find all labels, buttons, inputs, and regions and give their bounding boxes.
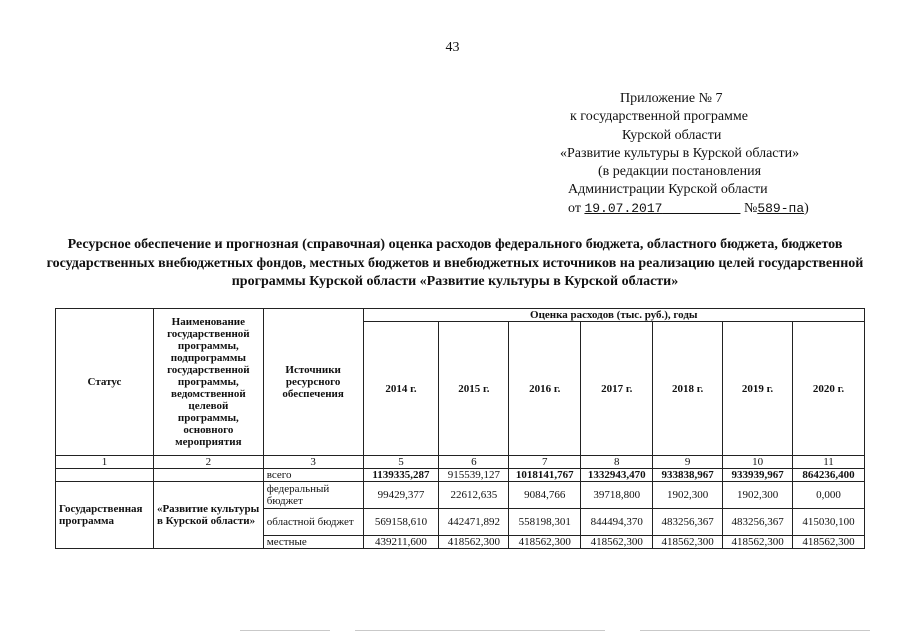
column-number-row <box>56 456 865 469</box>
status-cell-top <box>56 469 154 482</box>
scan-artifact <box>240 630 330 631</box>
value-cell: 1139335,287 <box>363 469 439 482</box>
value-cell: 442471,892 <box>439 509 509 536</box>
header-year: 2016 г. <box>509 322 581 456</box>
header-year: 2017 г. <box>581 322 653 456</box>
document-title: Ресурсное обеспечение и прогнозная (справочная) оценка расходов федерального бюджета, областного бюджета, бюджетов государственных внебюджетных фондов, местных бюджетов и внебюджетных источников на реализацию целей государственной программы Курской области «Развитие культуры в Курской области» <box>46 237 864 289</box>
header-year: 2019 г. <box>723 322 793 456</box>
column-number: 9 <box>653 456 723 469</box>
appendix-line: Администрации Курской области <box>568 182 768 198</box>
appendix-header <box>560 90 830 218</box>
value-cell: 418562,300 <box>439 536 509 549</box>
column-number: 6 <box>439 456 509 469</box>
source-cell: областной бюджет <box>263 509 363 536</box>
resolution-date: 19.07.2017 <box>584 200 663 216</box>
value-cell: 418562,300 <box>581 536 653 549</box>
table-row <box>56 469 865 482</box>
table-row <box>56 482 865 509</box>
value-cell: 844494,370 <box>581 509 653 536</box>
header-status: Статус <box>56 309 154 456</box>
header-year: 2018 г. <box>653 322 723 456</box>
value-cell: 569158,610 <box>363 509 439 536</box>
source-cell: федеральный бюджет <box>263 482 363 509</box>
column-number: 5 <box>363 456 439 469</box>
value-cell: 558198,301 <box>509 509 581 536</box>
appendix-line: (в редакции постановления <box>598 164 762 180</box>
header-year: 2015 г. <box>439 322 509 456</box>
source-cell: местные <box>263 536 363 549</box>
value-cell: 1902,300 <box>653 482 723 509</box>
header-name: Наименование государственной программы, подпрограммы государственной программы, ведомственной целевой программы, основного мероприятия <box>153 309 263 456</box>
value-cell: 418562,300 <box>723 536 793 549</box>
value-cell: 1018141,767 <box>509 469 581 482</box>
value-cell: 418562,300 <box>509 536 581 549</box>
value-cell: 864236,400 <box>793 469 865 482</box>
header-sources: Источники ресурсного обеспечения <box>263 309 363 456</box>
value-cell: 439211,600 <box>363 536 439 549</box>
appendix-line: Курской области <box>622 127 722 143</box>
date-prefix: от <box>568 200 581 216</box>
column-number: 8 <box>581 456 653 469</box>
appendix-line: к государственной программе <box>570 109 748 125</box>
page-number: 43 <box>445 40 460 55</box>
appendix-date-line <box>560 200 830 218</box>
column-number: 2 <box>153 456 263 469</box>
name-cell-top <box>153 469 263 482</box>
value-cell: 483256,367 <box>653 509 723 536</box>
value-cell: 418562,300 <box>653 536 723 549</box>
value-cell: 9084,766 <box>509 482 581 509</box>
column-number: 10 <box>723 456 793 469</box>
status-cell: Государственная программа <box>56 482 154 549</box>
number-prefix: № <box>743 200 758 216</box>
header-year: 2020 г. <box>793 322 865 456</box>
column-number: 3 <box>263 456 363 469</box>
source-cell: всего <box>263 469 363 482</box>
value-cell: 933939,967 <box>723 469 793 482</box>
column-number: 1 <box>56 456 154 469</box>
scan-artifact <box>640 630 870 631</box>
appendix-line: Приложение № 7 <box>620 91 723 106</box>
value-cell: 22612,635 <box>439 482 509 509</box>
scan-artifact <box>355 630 605 631</box>
appendix-line: «Развитие культуры в Курской области» <box>560 145 800 161</box>
value-cell: 1332943,470 <box>581 469 653 482</box>
header-year: 2014 г. <box>363 322 439 456</box>
resolution-number: 589-па <box>757 200 805 216</box>
program-name-cell: «Развитие культуры в Курской области» <box>153 482 263 549</box>
value-cell: 483256,367 <box>723 509 793 536</box>
value-cell: 99429,377 <box>363 482 439 509</box>
column-number: 11 <box>793 456 865 469</box>
header-estimate: Оценка расходов (тыс. руб.), годы <box>363 309 864 322</box>
closing-paren: ) <box>804 200 809 216</box>
value-cell: 415030,100 <box>793 509 865 536</box>
value-cell: 1902,300 <box>723 482 793 509</box>
value-cell: 0,000 <box>793 482 865 509</box>
value-cell: 39718,800 <box>581 482 653 509</box>
cost-table <box>55 308 865 549</box>
value-cell: 933838,967 <box>653 469 723 482</box>
value-cell: 418562,300 <box>793 536 865 549</box>
value-cell: 915539,127 <box>439 469 509 482</box>
column-number: 7 <box>509 456 581 469</box>
